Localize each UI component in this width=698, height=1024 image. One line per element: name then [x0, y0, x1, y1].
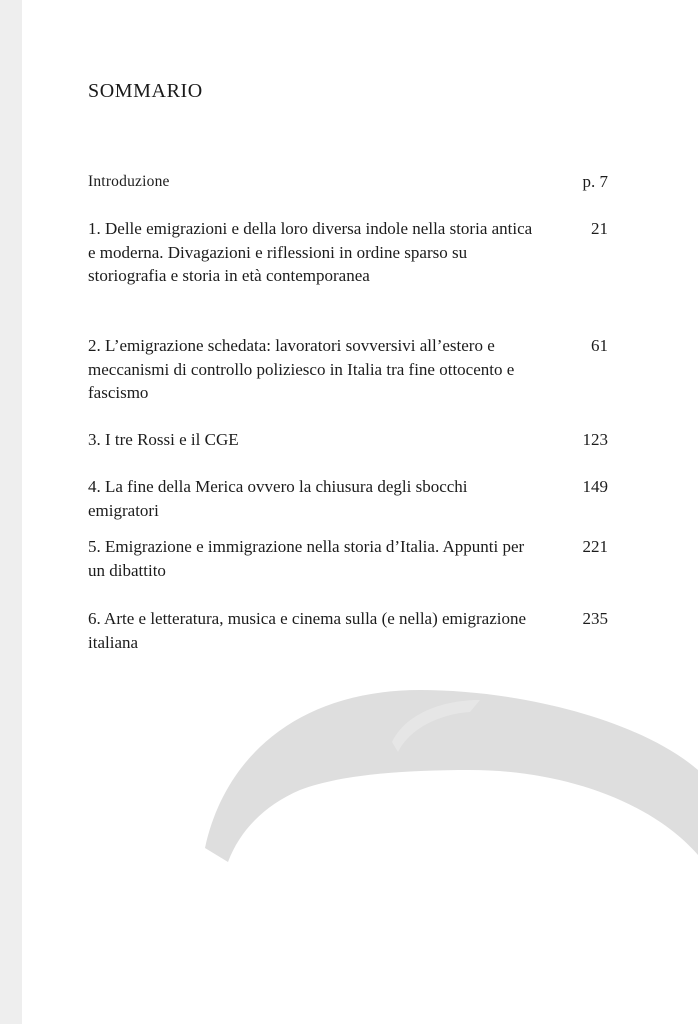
toc-entry-introduzione[interactable] — [88, 170, 608, 217]
toc-entry-chapter-3[interactable] — [88, 428, 608, 475]
toc-entry-page: p. 7 — [582, 172, 608, 191]
toc-entry-chapter-1[interactable] — [88, 217, 608, 334]
toc-entry-page: 123 — [582, 430, 608, 449]
toc-entry-title: 3. I tre Rossi e il CGE — [88, 430, 239, 449]
toc-entry-chapter-2[interactable] — [88, 334, 608, 428]
toc-entry-chapter-5[interactable] — [88, 535, 608, 607]
toc-entry-title: Introduzione — [88, 173, 170, 190]
toc-entry-chapter-6[interactable] — [88, 607, 608, 654]
toc-entry-page: 149 — [582, 477, 608, 496]
toc-entry-title: 2. L’emigrazione schedata: lavoratori sovversivi all’estero e meccanismi di controllo poliziesco in Italia tra fine ottocento e fascismo — [88, 336, 515, 402]
toc-entry-title: 5. Emigrazione e immigrazione nella storia d’Italia. Appunti per un dibattito — [88, 537, 525, 580]
toc-entry-title: 4. La fine della Merica ovvero la chiusura degli sbocchi emigratori — [88, 477, 468, 520]
toc-entry-title: 1. Delle emigrazioni e della loro diversa indole nella storia antica e moderna. Divagazioni e riflessioni in ordine sparso su storiografia e storia in età contemporanea — [88, 219, 533, 285]
toc-entry-page: 235 — [582, 609, 608, 628]
toc-entry-title: 6. Arte e letteratura, musica e cinema sulla (e nella) emigrazione italiana — [88, 609, 527, 652]
table-of-contents — [88, 170, 608, 654]
toc-entry-page: 61 — [591, 336, 608, 355]
page-title: SOMMARIO — [88, 80, 203, 102]
toc-entry-chapter-4[interactable] — [88, 475, 608, 535]
toc-entry-page: 221 — [582, 537, 608, 556]
toc-entry-page: 21 — [591, 219, 608, 238]
